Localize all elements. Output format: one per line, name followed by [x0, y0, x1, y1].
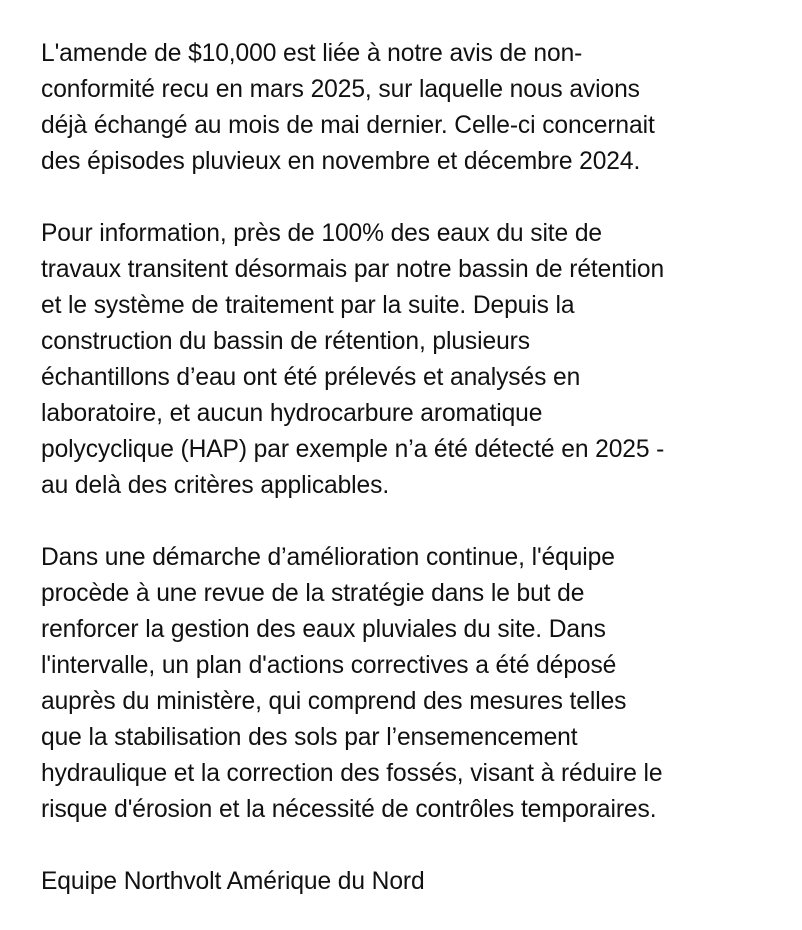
- text-line: laboratoire, et aucun hydrocarbure aromatique: [41, 400, 543, 427]
- text-line: L'amende de $10,000 est liée à notre avis de non-: [41, 40, 583, 67]
- text-line: l'intervalle, un plan d'actions correctives a été déposé: [41, 652, 617, 679]
- text-line: échantillons d’eau ont été prélevés et analysés en: [41, 364, 581, 391]
- text-line: hydraulique et la correction des fossés, visant à réduire le: [41, 760, 663, 787]
- text-line: au delà des critères applicables.: [41, 472, 390, 499]
- statement-document: [41, 36, 781, 900]
- signature: Equipe Northvolt Amérique du Nord: [41, 868, 425, 895]
- text-line: conformité recu en mars 2025, sur laquelle nous avions: [41, 76, 640, 103]
- text-line: renforcer la gestion des eaux pluviales du site. Dans: [41, 616, 606, 643]
- text-line: et le système de traitement par la suite. Depuis la: [41, 292, 575, 319]
- paragraph-fine-notice: [41, 36, 781, 180]
- text-line: Dans une démarche d’amélioration continue, l'équipe: [41, 544, 615, 571]
- paragraph-continuous-improvement: [41, 540, 781, 828]
- text-line: Pour information, près de 100% des eaux du site de: [41, 220, 603, 247]
- text-line: risque d'érosion et la nécessité de contrôles temporaires.: [41, 796, 657, 823]
- text-line: auprès du ministère, qui comprend des mesures telles: [41, 688, 627, 715]
- text-line: des épisodes pluvieux en novembre et décembre 2024.: [41, 148, 641, 175]
- text-line: travaux transitent désormais par notre bassin de rétention: [41, 256, 665, 283]
- paragraph-water-treatment: [41, 216, 781, 504]
- text-line: polycyclique (HAP) par exemple n’a été détecté en 2025 -: [41, 436, 665, 463]
- text-line: procède à une revue de la stratégie dans le but de: [41, 580, 585, 607]
- text-line: construction du bassin de rétention, plusieurs: [41, 328, 530, 355]
- text-line: que la stabilisation des sols par l’ensemencement: [41, 724, 578, 751]
- text-line: déjà échangé au mois de mai dernier. Celle-ci concernait: [41, 112, 655, 139]
